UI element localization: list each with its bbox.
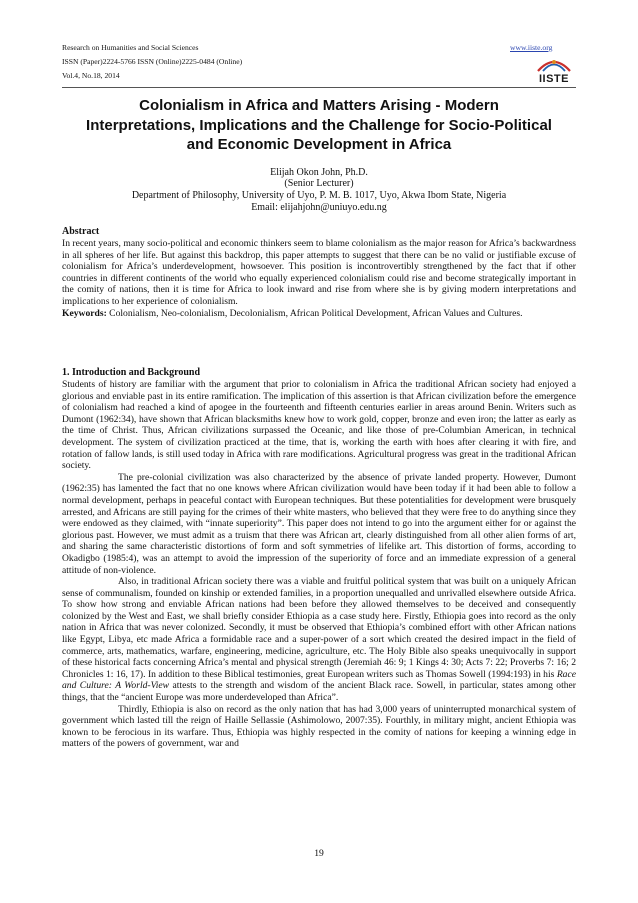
logo-emblem-icon — [536, 55, 572, 73]
author-affiliation: Department of Philosophy, University of Uyo, P. M. B. 1017, Uyo, Akwa Ibom State, Nigeria — [131, 190, 507, 201]
keywords-line — [62, 308, 576, 320]
paragraph-4: Thirdly, Ethiopia is also on record as the only nation that has had 3,000 years of uninterrupted monarchical system of government which lasted till the reign of Haille Sellassie (Ashimolowo, 2007:35). Fourthly, in military might, ancient Ethiopia was known to be ferocious in its warfare. Thus, Ethiopia was highly respected in the comity of nations for keeping a winning edge in matters of the powers of government, war and — [62, 703, 576, 750]
abstract-section — [62, 238, 576, 319]
author-name: Elijah Okon John, Ph.D. — [270, 167, 368, 178]
section-1-heading: 1. Introduction and Background — [62, 367, 201, 378]
title-line-1: Colonialism in Africa and Matters Arising - Modern — [139, 97, 499, 114]
paragraph-3 — [62, 576, 576, 704]
author-email: Email: elijahjohn@uniuyo.edu.ng — [251, 202, 387, 213]
journal-issn: ISSN (Paper)2224-5766 ISSN (Online)2225-0484 (Online) — [62, 57, 243, 66]
paragraph-3-part-b: attests to the strength and wisdom of the ancient Black race. Sowell, in particular, states among other things, that the “ancient Europe was more underdeveloped than Africa”. — [62, 680, 576, 704]
page-number: 19 — [314, 848, 324, 859]
paragraph-2: The pre-colonial civilization was also characterized by the absence of private landed property. However, Dumont (1962:35) has lamented the fact that no one knows where African civilization would have been today if it had been able to follow a normal development, perhaps in peaceful contact with European techniques. But these potentialities for development were brusquely arrested, and Africans are still paying for the crimes of their white masters, who believed that they were free to do anything since they were endowed as they claimed, with “innate superiority”. This paper does not intend to go into the argument either for or against the glorious past. However, we must admit as a truism that there was African art, clearly distinguished from all other alien forms of art, and sharing the same characteristic distortions of form and soft symmetries of lifelike art. This distortion of forms, according to Okadigbo (1985:4), was an attempt to avoid the impression of the superiority of force and an immediate expression of a general attitude of non-violence. — [62, 471, 576, 576]
author-position: (Senior Lecturer) — [284, 178, 354, 189]
header-divider — [62, 87, 576, 88]
title-line-3: and Economic Development in Africa — [186, 136, 452, 153]
title-line-2: Interpretations, Implications and the Challenge for Socio-Political — [86, 116, 552, 134]
abstract-text: In recent years, many socio-political and economic thinkers seem to blame colonialism as the major reason for Africa’s backwardness in all spheres of her life. But against this backdrop, this paper attempts to suggest that there can be no valid or justifiable excuse of colonialism for Africa’s underdevelopment, howsoever. This position is incontrovertibly strengthened by the fact that if other countries in different continents of the world who equally experienced colonialism could rise and become strategically important in the comity of nations, then it is time for Africa to look inward and rise from where she is by giving modern interpretations and implications to her experience of colonialism. — [62, 238, 576, 307]
journal-name: Research on Humanities and Social Sciences — [62, 43, 199, 52]
journal-url-link[interactable]: www.iiste.org — [510, 43, 553, 52]
logo-text: IISTE — [538, 73, 569, 85]
book-title: Race and Culture: A World-View — [62, 668, 576, 692]
paragraph-1: Students of history are familiar with the argument that prior to colonialism in Africa the traditional African society had enjoyed a glorious and enviable past in its entire ramification. The implication of this assertion is that African civilization before the emergence of colonialism had reached a kind of apogee in the fourteenth and fifteenth centuries earlier in areas around Benin. Writers such as Dumont (1962:34), have shown that African blacksmiths knew how to work gold, copper, bronze and even iron; the latter as early as the time of Christ. Thus, African civilizations surpassed the Oceanic, and like those of pre-Columbian American, in technical development. The system of civilization practiced at the time, that is, working the earth with hoes after clearing it with fire, and rotation of fallow lands, is still used today in Africa with rare modifications. Agricultural progress was great in the traditional African society. — [62, 379, 576, 472]
keywords-label: Keywords: — [62, 307, 107, 319]
abstract-heading: Abstract — [62, 226, 100, 237]
keywords-text: Colonialism, Neo-colonialism, Decolonialism, African Political Development, African Values and Cultures. — [109, 307, 523, 319]
section-1-body — [62, 379, 576, 750]
journal-volume: Vol.4, No.18, 2014 — [62, 71, 120, 80]
paragraph-3-part-a: Also, in traditional African society there was a viable and fruitful political system that was built on a uniquely African sense of communalism, founded on kinship or extended families, in a proportion unequalled and unrivalled elsewhere outside Africa. To show how strong and enviable African nations had been before they allowed themselves to be deceived and consequently colonized by the West and East, we shall briefly consider Ethiopia as a case study here. Firstly, Ethiopia goes into record as the only nation in Africa that was never colonized. Secondly, it must be observed that Ethiopia’s combined effort with other African nations like Egypt, Libya, etc made Africa a formidable race and a super-power of a sort which created the desired impact in the field of commerce, arts, mathematics, warfare, engineering, medicine, agriculture, etc. The Holy Bible also speaks unequivocally in support of these historical facts concerning Africa’s mental and physical strength (Jeremiah 46: 9; 1 Kings 4: 30; Acts 7: 22; Proverbs 7: 16; 2 Chronicles 1: 16, 17). In addition to these Biblical testimonies, great European writers such as Thomas Sowell (1994:193) in his — [62, 576, 576, 680]
paper-title — [62, 96, 576, 155]
